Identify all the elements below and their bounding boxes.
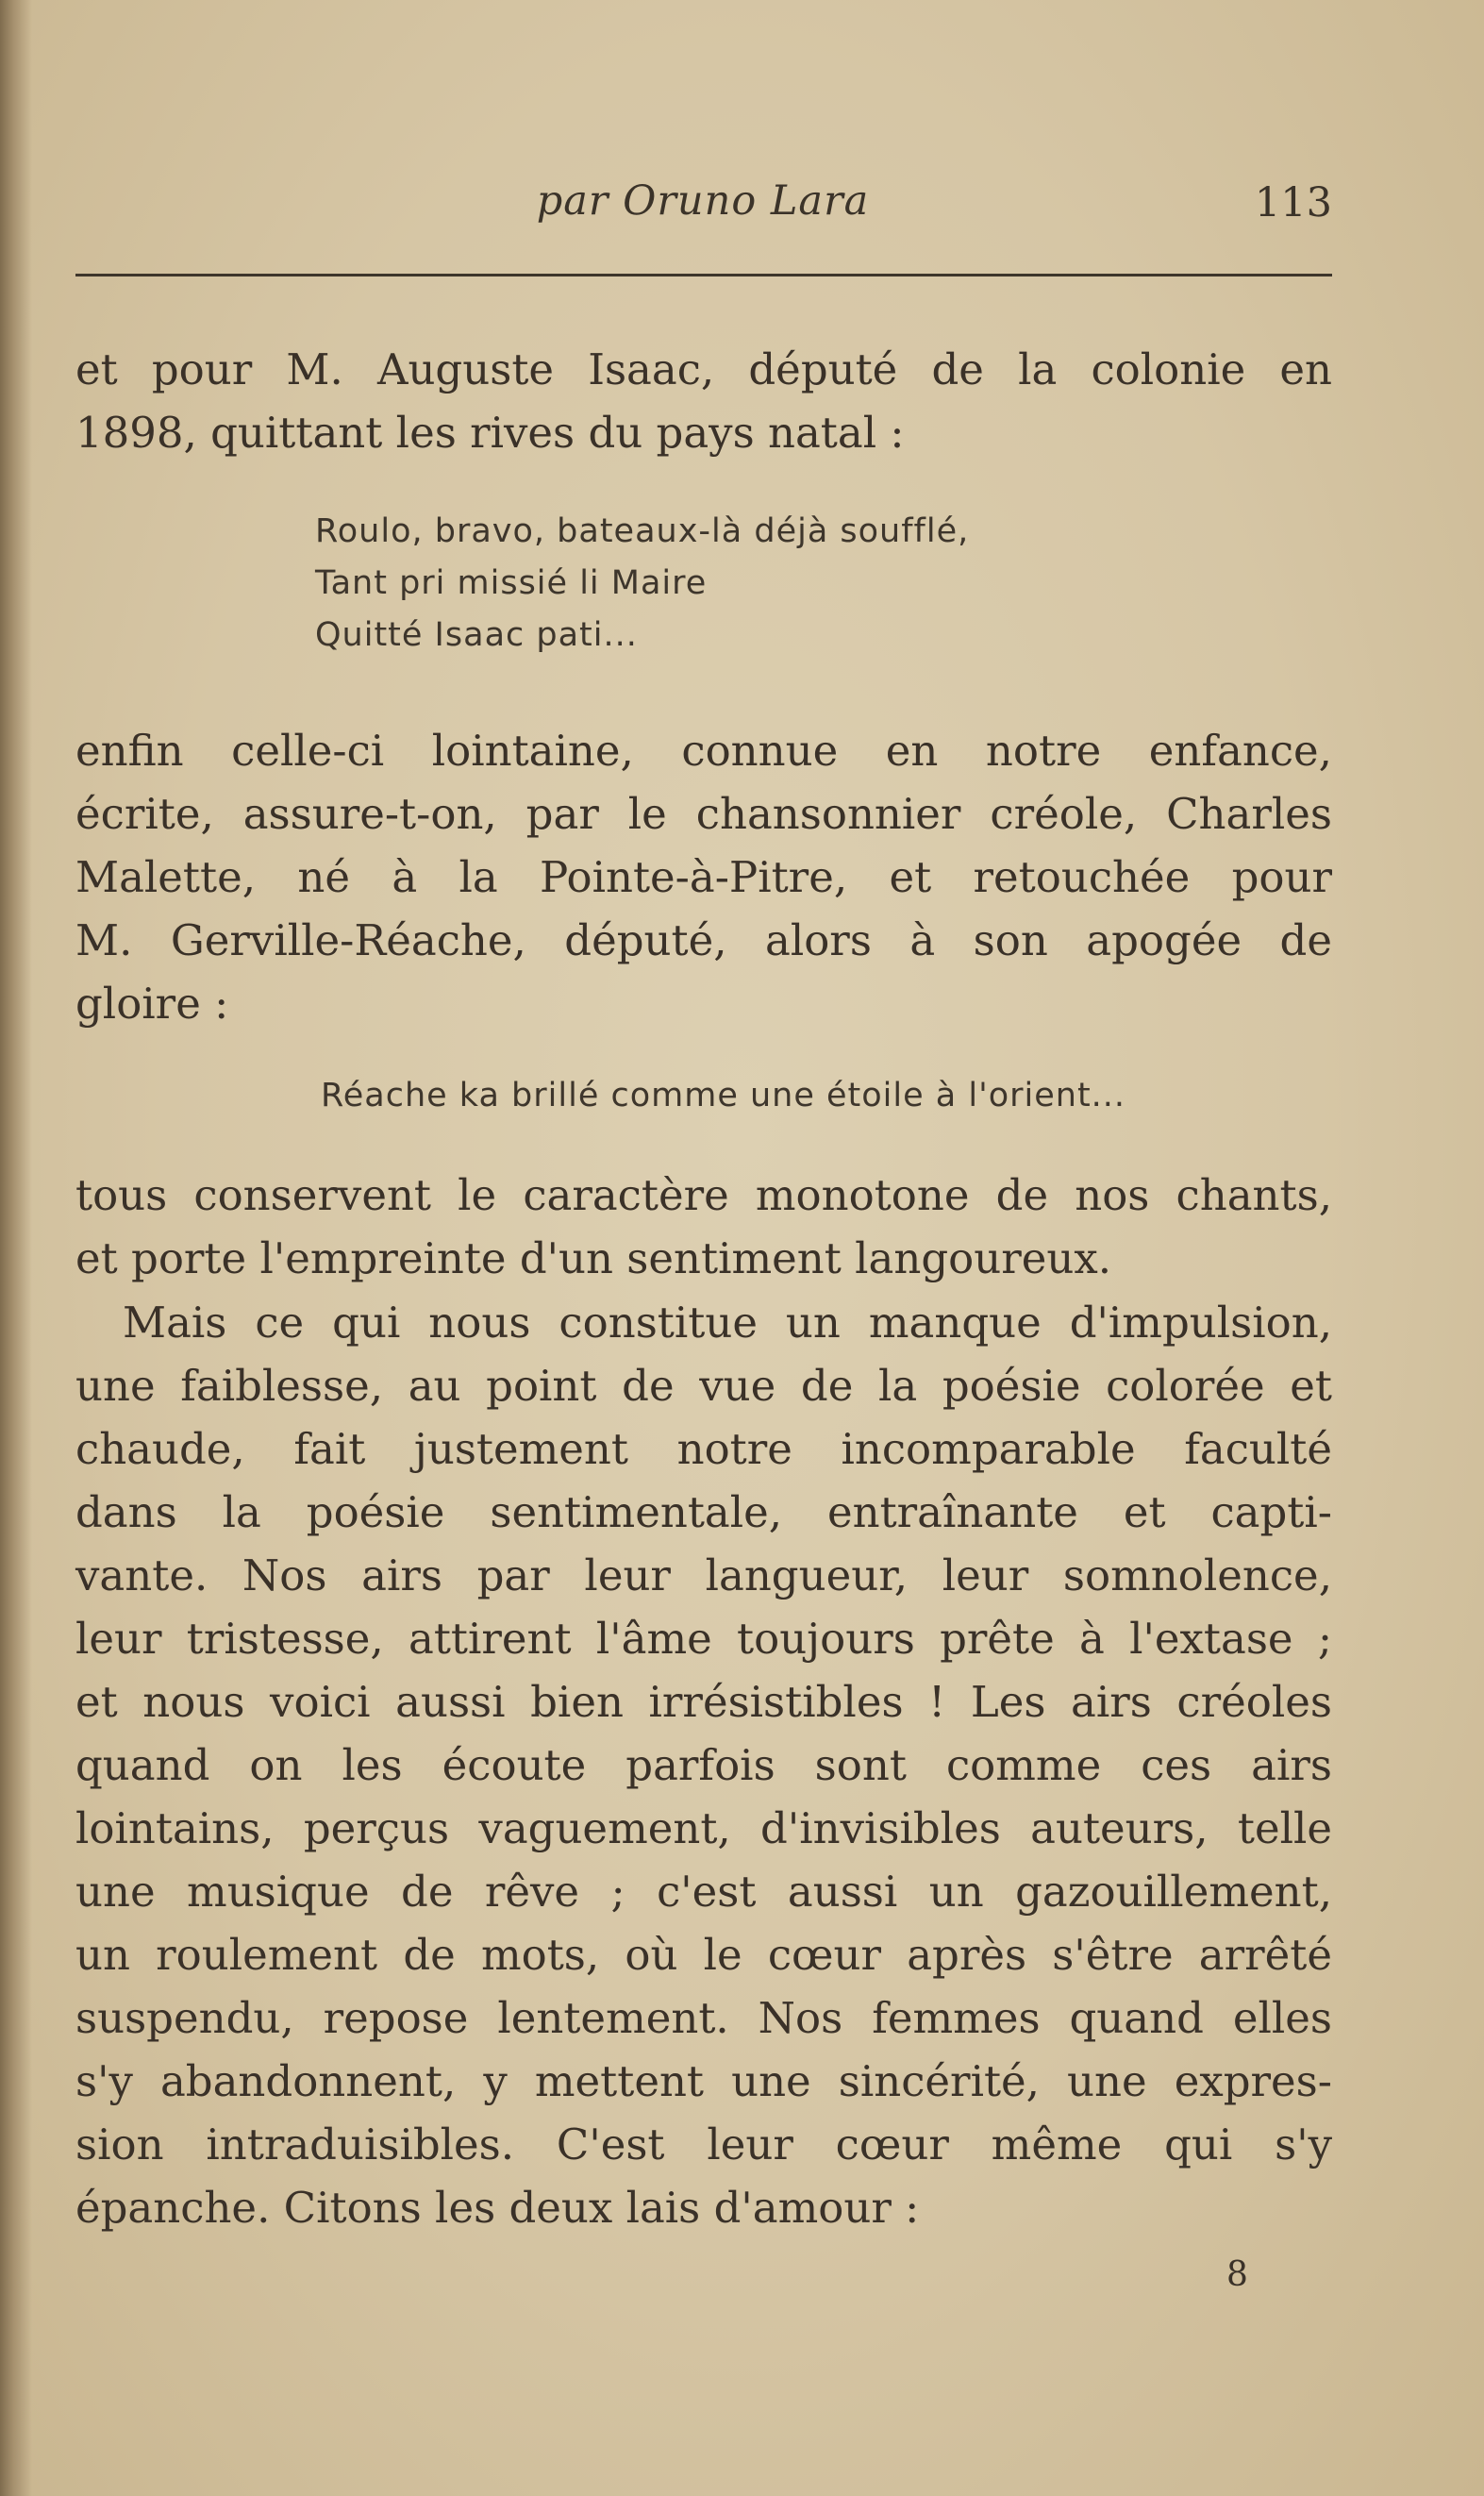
paragraph-block-4	[75, 1291, 1332, 2239]
text-line: M. Gerville-Réache, député, alors à son apogée de	[75, 915, 1332, 965]
paragraph-block-2	[75, 719, 1332, 1035]
text-line: Malette, né à la Pointe-à-Pitre, et retouchée pour	[75, 852, 1332, 902]
text-line: quand on les écoute parfois sont comme ces airs	[75, 1740, 1332, 1790]
text-line: s'y abandonnent, y mettent une sincérité, une expres-	[75, 2056, 1332, 2106]
text-line: épanche. Citons les deux lais d'amour :	[75, 2183, 920, 2233]
page-number: 113	[1254, 179, 1332, 226]
paragraph-block-3	[75, 1164, 1332, 1290]
text-line: tous conservent le caractère monotone de nos chants,	[75, 1170, 1332, 1220]
running-head	[75, 177, 1330, 243]
paragraph-block-1	[75, 338, 1332, 464]
text-line: écrite, assure-t-on, par le chansonnier créole, Charles	[75, 789, 1332, 839]
verse-quote-1	[315, 506, 969, 662]
verse-line: Quitté Isaac pati...	[315, 616, 638, 654]
text-line: gloire :	[75, 979, 229, 1029]
text-line: une musique de rêve ; c'est aussi un gazouillement,	[75, 1867, 1332, 1917]
text-line: 1898, quittant les rives du pays natal :	[75, 408, 905, 458]
running-title: par Oruno Lara	[536, 177, 870, 225]
text-line: et pour M. Auguste Isaac, député de la colonie en	[75, 344, 1332, 394]
page-spine-shadow	[0, 0, 32, 2496]
text-line: chaude, fait justement notre incomparable faculté	[75, 1424, 1332, 1474]
verse-line: Tant pri missié li Maire	[315, 564, 708, 602]
text-line: et porte l'empreinte d'un sentiment langoureux.	[75, 1233, 1112, 1283]
text-line: suspendu, repose lentement. Nos femmes quand elles	[75, 1993, 1332, 2043]
text-line: lointains, perçus vaguement, d'invisibles auteurs, telle	[75, 1803, 1332, 1853]
header-rule	[75, 274, 1332, 276]
text-line: enfin celle-ci lointaine, connue en notre enfance,	[75, 726, 1332, 776]
text-line: un roulement de mots, où le cœur après s'être arrêté	[75, 1930, 1332, 1980]
text-line: Mais ce qui nous constitue un manque d'impulsion,	[123, 1298, 1332, 1348]
text-line: et nous voici aussi bien irrésistibles ! Les airs créoles	[75, 1677, 1332, 1727]
verse-line: Roulo, bravo, bateaux-là déjà soufflé,	[315, 512, 970, 550]
verse-line: Réache ka brillé comme une étoile à l'orient...	[321, 1077, 1126, 1114]
text-line: leur tristesse, attirent l'âme toujours prête à l'extase ;	[75, 1614, 1332, 1664]
text-line: dans la poésie sentimentale, entraînante et capti-	[75, 1487, 1332, 1537]
signature-mark: 8	[1226, 2255, 1248, 2294]
text-line: une faiblesse, au point de vue de la poésie colorée et	[75, 1361, 1332, 1411]
text-line: vante. Nos airs par leur langueur, leur somnolence,	[75, 1550, 1332, 1600]
verse-quote-2	[321, 1070, 1126, 1122]
text-line: sion intraduisibles. C'est leur cœur même qui s'y	[75, 2119, 1332, 2169]
